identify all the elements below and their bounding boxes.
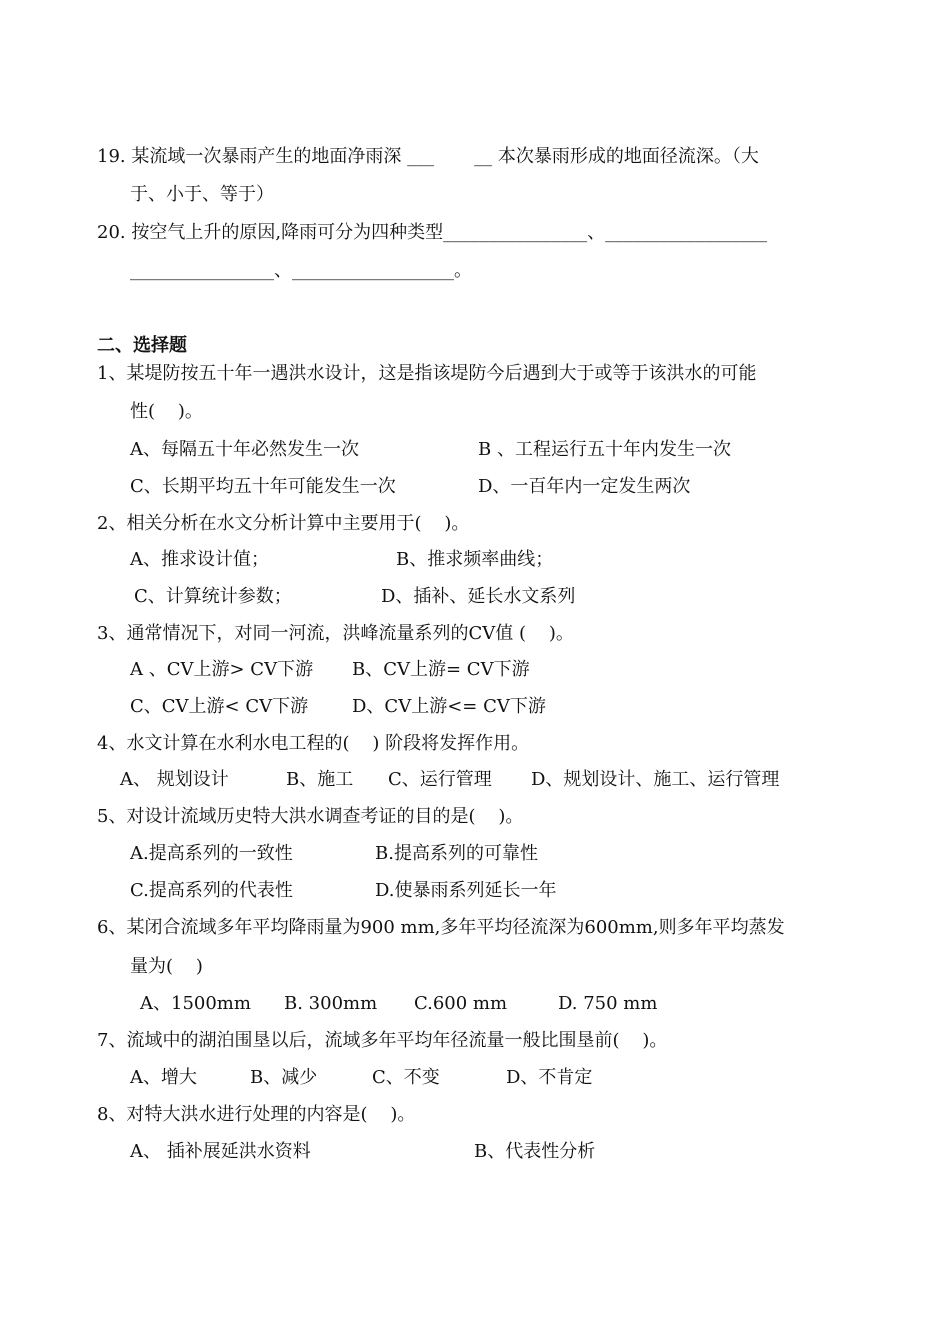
question-1-option-a: A、每隔五十年必然发生一次 <box>130 439 359 460</box>
question-2-option-d: D、插补、延长水文系列 <box>381 586 576 607</box>
question-7-option-b: B、减少 <box>250 1067 318 1088</box>
question-5-option-c: C.提高系列的代表性 <box>130 880 293 901</box>
question-8-option-a: A、 插补展延洪水资料 <box>130 1141 311 1162</box>
question-3-option-b: B、CV上游= CV下游 <box>352 659 530 680</box>
question-6-option-a: A、1500mm <box>140 993 251 1014</box>
question-2-stem: 2、相关分析在水文分析计算中主要用于( )。 <box>97 513 470 534</box>
question-6-option-d: D. 750 mm <box>558 993 658 1014</box>
question-2-option-b: B、推求频率曲线； <box>396 549 554 570</box>
question-5-option-d: D.使暴雨系列延长一年 <box>375 880 557 901</box>
question-6-stem: 6、某闭合流域多年平均降雨量为900 mm,多年平均径流深为600mm,则多年平均蒸发 <box>97 917 785 938</box>
question-1-option-c: C、长期平均五十年可能发生一次 <box>130 476 396 497</box>
question-7-option-c: C、不变 <box>372 1067 440 1088</box>
question-3-stem: 3、通常情况下，对同一河流，洪峰流量系列的CV值 ( )。 <box>97 623 574 644</box>
question-8-stem: 8、对特大洪水进行处理的内容是( )。 <box>97 1104 416 1125</box>
question-1-option-d: D、一百年内一定发生两次 <box>478 476 691 497</box>
section-title: 二、选择题 <box>97 335 187 356</box>
question-2-option-a: A、推求设计值； <box>130 549 269 570</box>
question-4-option-a: A、 规划设计 <box>120 769 229 790</box>
question-4-stem: 4、水文计算在水利水电工程的( ) 阶段将发挥作用。 <box>97 733 530 754</box>
question-5-option-a: A.提高系列的一致性 <box>130 843 293 864</box>
question-6-option-b: B. 300mm <box>284 993 378 1014</box>
question-3-option-d: D、CV上游<= CV下游 <box>352 696 546 717</box>
question-1-stem-cont: 性( )。 <box>130 401 203 422</box>
question-7-stem: 7、流域中的湖泊围垦以后，流域多年平均年径流量一般比围垦前( )。 <box>97 1030 668 1051</box>
question-1-stem: 1、某堤防按五十年一遇洪水设计，这是指该堤防今后遇到大于或等于该洪水的可能 <box>97 363 757 384</box>
question-7-option-a: A、增大 <box>130 1067 197 1088</box>
question-4-option-b: B、施工 <box>286 769 354 790</box>
question-3-option-c: C、CV上游< CV下游 <box>130 696 309 717</box>
q19-line2: 于、小于、等于） <box>130 184 274 205</box>
question-5-option-b: B.提高系列的可靠性 <box>375 843 538 864</box>
question-3-option-a: A 、CV上游> CV下游 <box>130 659 314 680</box>
q20-line1: 20. 按空气上升的原因,降雨可分为四种类型________________、__________________ <box>97 222 768 243</box>
question-1-option-b: B 、工程运行五十年内发生一次 <box>478 439 731 460</box>
question-6-stem-cont: 量为( ) <box>130 956 203 977</box>
question-8-option-b: B、代表性分析 <box>474 1141 596 1162</box>
question-2-option-c: C、计算统计参数； <box>134 586 292 607</box>
q20-line2: ________________、__________________。 <box>130 260 472 281</box>
question-4-option-c: C、运行管理 <box>388 769 492 790</box>
question-6-option-c: C.600 mm <box>414 993 508 1014</box>
q19-line1: 19. 某流域一次暴雨产生的地面净雨深 ___ __ 本次暴雨形成的地面径流深。（大 <box>97 146 759 167</box>
question-4-option-d: D、规划设计、施工、运行管理 <box>531 769 780 790</box>
question-5-stem: 5、对设计流域历史特大洪水调查考证的目的是( )。 <box>97 806 524 827</box>
question-7-option-d: D、不肯定 <box>506 1067 593 1088</box>
